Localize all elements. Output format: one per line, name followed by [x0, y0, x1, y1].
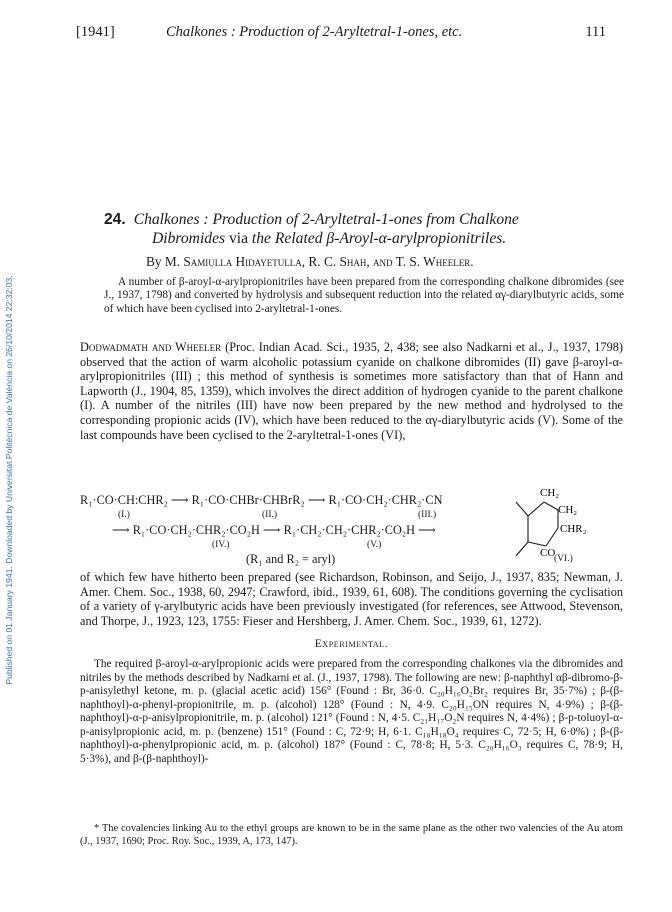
footnote [80, 823, 623, 849]
scheme-label-v: (V.) [367, 540, 382, 550]
experimental-paragraph [80, 658, 623, 766]
running-head-year: [1941] [76, 24, 115, 40]
scheme-label-i: (I.) [118, 510, 130, 520]
article-title [104, 210, 624, 248]
experimental-text: The required β-aroyl-α-arylpropionic acids were prepared from the corresponding chalkones via the dibromides and nitriles by the methods described by Nadkarni et al. (J., 1937, 1798). The following are new: β-naphthyl αβ-dibromo-β-p-anisylethyl ketone, m. p. (glacial acetic acid) 156° (Found : Br, 36·0. C₂₀H₁₆O₂Br₂ requires Br, 35·7%) ; β-(β-naphthoyl)-α-phenyl-propionitrile, m. p. (alcohol) 128° (Found : N, 4·9. C₂₀H₁₅ON requires N, 4·9%) ; β-(β-naphthoyl)-α-p-anisylpropionitrile, m. p. (alcohol) 121° (Found : N, 4·5. C₂₁H₁₇O₂N requires N, 4·4%) ; β-p-toluoyl-α-p-anisylpropionic acid, m. p. (benzene) 151° (Found : C, 72·9; H, 6·1. C₁₈H₁₈O₄ requires C, 72·5; H, 6·0%) ; β-(β-naphthoyl)-α-phenylpropionic acid, m. p. (alcohol) 187° (Found : C, 78·8; H, 5·3. C₂₀H₁₆O₃ requires C, 78·9; H, 5·3%), and β-(β-naphthoyl)- [80, 658, 623, 765]
title-line-2 [104, 229, 624, 248]
page-number: 111 [585, 24, 606, 40]
running-head [70, 24, 610, 42]
scheme-label-ii: (II.) [262, 510, 278, 520]
footnote-text: * The covalencies linking Au to the ethyl groups are known to be in the same plane as the other two valencies of the Au atom (J., 1937, 1690; Proc. Roy. Soc., 1939, A, 173, 147). [80, 823, 623, 847]
title-line-2-part-a: Dibromides [152, 230, 229, 247]
title-line-2-via: via [228, 230, 249, 247]
section-heading-experimental: Experimental. [314, 637, 389, 650]
authors-by: By [146, 254, 165, 269]
struct-chr2: CHR₂ [560, 523, 587, 535]
article-number: 24. [104, 211, 126, 228]
intro-text: (Proc. Indian Acad. Sci., 1935, 2, 438; see also Nadkarni et al., J., 1937, 1798) observed that the action of warm alcoholic potassium cyanide on chalkone dibromides (II) gave β-aroyl-α-arylpropionitriles (III) ; this method of synthesis is sometimes more satisfactory than that of Hann and Lapworth (J., 1904, 85, 1359), which involves the direct addition of hydrogen cyanide to the parent chalkone (I). A number of the nitriles (III) have now been prepared by the new method and hydrolysed to the corresponding propionic acids (IV), which have been reduced to the αγ-diarylbutyric acids (V). Some of the last compounds have been cyclised to the 2-aryltetral-1-ones (VI), [80, 340, 623, 442]
intro-paragraph-2 [80, 570, 623, 628]
intro-text-2: of which few have hitherto been prepared (see Richardson, Robinson, and Seijo, J., 1937, 835; Newman, J. Amer. Chem. Soc., 1938, 60, 2947; Crawford, ibid., 1939, 61, 608). The conditions governing the cyclisation of a variety of γ-arylbutyric acids have been previously investigated (for references, see Attwood, Stevenson, and Thorpe, J., 1923, 123, 1755: Fieser and Hershberg, J. Amer. Chem. Soc., 1939, 61, 1272). [80, 570, 623, 628]
abstract-text: A number of β-aroyl-α-arylpropionitriles have been prepared from the corresponding chalkone dibromides (see J., 1937, 1798) and converted by hydrolysis and subsequent reduction into the related αγ-diarylbutyric acids, some of which have been cyclised into 2-aryltetral-1-ones. [104, 276, 624, 315]
title-line-2-part-b: the Related β-Aroyl-α-arylpropionitriles. [248, 230, 507, 247]
intro-paragraph [80, 340, 623, 442]
scheme-label-vi: (VI.) [554, 554, 573, 564]
struct-co: CO [540, 547, 556, 559]
tetralone-structure [500, 484, 610, 576]
running-head-title: Chalkones : Production of 2-Aryltetral-1-ones, etc. [166, 24, 463, 40]
scheme-note: (R₁ and R₂ = aryl) [246, 552, 336, 566]
scheme-label-iii: (III.) [418, 510, 437, 520]
authors-line [146, 254, 626, 270]
struct-ch2: CH₂ [558, 504, 578, 516]
download-note-text: Published on 01 January 1941. Downloaded by Universitat Politècnica de València on 26/10/2014 22:32:03. [4, 275, 14, 685]
intro-authors: Dodwadmath and Wheeler [80, 340, 222, 354]
download-watermark [2, 100, 16, 860]
title-line-1: Chalkones : Production of 2-Aryltetral-1-ones from Chalkone [133, 211, 519, 228]
scheme-label-iv: (IV.) [212, 540, 230, 550]
scheme-row-2: ⟶ R₁·CO·CH₂·CHR₂·CO₂H ⟶ R₁·CH₂·CH₂·CHR₂·CO₂H ⟶ [112, 523, 436, 537]
struct-ch2-top: CH₂ [540, 487, 560, 499]
author-names: M. Samiulla Hidayetulla, R. C. Shah, and T. S. Wheeler. [164, 254, 474, 269]
scheme-row-1: R₁·CO·CH:CHR₂ ⟶ R₁·CO·CHBr·CHBrR₂ ⟶ R₁·CO·CH₂·CHR₂·CN [80, 493, 443, 507]
abstract [104, 276, 624, 316]
